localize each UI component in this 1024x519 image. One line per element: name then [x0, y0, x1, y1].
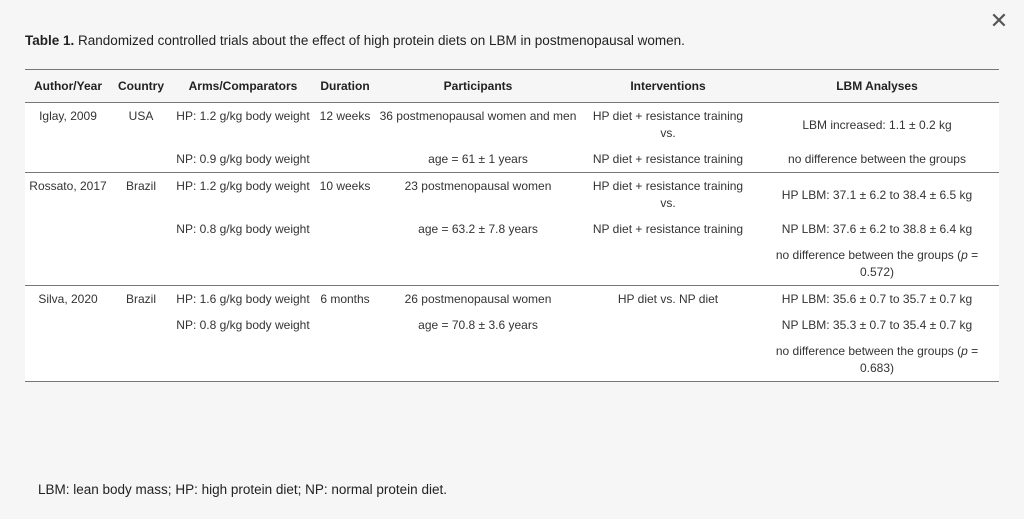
cell-country: Brazil	[125, 179, 156, 193]
header-country: Country	[111, 70, 171, 103]
cell-lbm: HP LBM: 37.1 ± 6.2 to 38.4 ± 6.5 kg	[781, 187, 973, 202]
header-author: Author/Year	[25, 70, 111, 103]
cell-arm: NP: 0.8 g/kg body weight	[176, 222, 310, 236]
cell-arm: NP: 0.8 g/kg body weight	[176, 318, 310, 332]
cell-participants: age = 61 ± 1 years	[375, 146, 581, 173]
p-value: = 0.683)	[859, 344, 979, 375]
cell-intervention: NP diet + resistance training	[592, 222, 744, 236]
cell-participants: 26 postmenopausal women	[404, 292, 552, 306]
p-symbol: p	[961, 248, 968, 262]
cell-intervention: HP diet + resistance training vs.	[592, 109, 744, 140]
cell-arm: HP: 1.2 g/kg body weight	[176, 109, 310, 123]
cell-participants: age = 63.2 ± 7.8 years	[418, 222, 538, 236]
cell-intervention: HP diet + resistance training vs.	[592, 179, 744, 210]
header-interventions: Interventions	[581, 70, 755, 103]
cell-intervention: HP diet vs. NP diet	[617, 292, 719, 306]
p-symbol: p	[961, 344, 968, 358]
table-row	[25, 216, 999, 242]
table-row	[25, 242, 999, 286]
cell-arm: HP: 1.6 g/kg body weight	[176, 292, 310, 306]
header-row	[25, 70, 999, 103]
table-caption	[25, 33, 685, 48]
cell-participants: age = 70.8 ± 3.6 years	[418, 318, 538, 332]
cell-author: Silva, 2020	[38, 292, 98, 306]
cell-lbm	[755, 242, 999, 286]
cell-arm: HP: 1.2 g/kg body weight	[176, 179, 310, 193]
table-footnote: LBM: lean body mass; HP: high protein diet; NP: normal protein diet.	[38, 482, 447, 497]
header-lbm: LBM Analyses	[755, 70, 999, 103]
header-participants: Participants	[375, 70, 581, 103]
table-container	[25, 69, 999, 382]
cell-lbm: HP LBM: 35.6 ± 0.7 to 35.7 ± 0.7 kg	[781, 292, 973, 306]
cell-duration: 12 weeks	[319, 109, 371, 123]
header-duration: Duration	[315, 70, 375, 103]
lbm-comparison-text: no difference between the groups (	[775, 248, 962, 262]
cell-duration: 10 weeks	[319, 179, 371, 193]
cell-lbm: NP LBM: 35.3 ± 0.7 to 35.4 ± 0.7 kg	[781, 318, 973, 332]
cell-lbm	[755, 338, 999, 382]
table-row	[25, 286, 999, 313]
table-row	[25, 103, 999, 147]
cell-lbm: NP LBM: 37.6 ± 6.2 to 38.8 ± 6.4 kg	[781, 222, 973, 236]
cell-participants: 23 postmenopausal women	[404, 179, 552, 193]
caption-label: Table 1.	[25, 33, 75, 48]
cell-lbm: no difference between the groups	[755, 146, 999, 173]
cell-author: Iglay, 2009	[39, 109, 97, 123]
p-value: = 0.572)	[859, 248, 979, 279]
lbm-comparison-text: no difference between the groups (	[775, 344, 962, 358]
cell-arm: NP: 0.9 g/kg body weight	[171, 146, 315, 173]
close-icon[interactable]: ✕	[989, 8, 1009, 33]
data-table	[25, 69, 999, 382]
cell-intervention: NP diet + resistance training	[581, 146, 755, 173]
cell-participants: 36 postmenopausal women and men	[379, 109, 577, 123]
table-row	[25, 312, 999, 338]
table-row	[25, 338, 999, 382]
cell-country: Brazil	[125, 292, 156, 306]
caption-text: Randomized controlled trials about the effect of high protein diets on LBM in postmenopausal women.	[74, 33, 685, 48]
cell-author: Rossato, 2017	[29, 179, 107, 193]
header-arms: Arms/Comparators	[171, 70, 315, 103]
cell-duration: 6 months	[320, 292, 370, 306]
table-row	[25, 173, 999, 217]
cell-lbm: LBM increased: 1.1 ± 0.2 kg	[802, 117, 952, 132]
cell-country: USA	[128, 109, 154, 123]
table-row	[25, 146, 999, 173]
